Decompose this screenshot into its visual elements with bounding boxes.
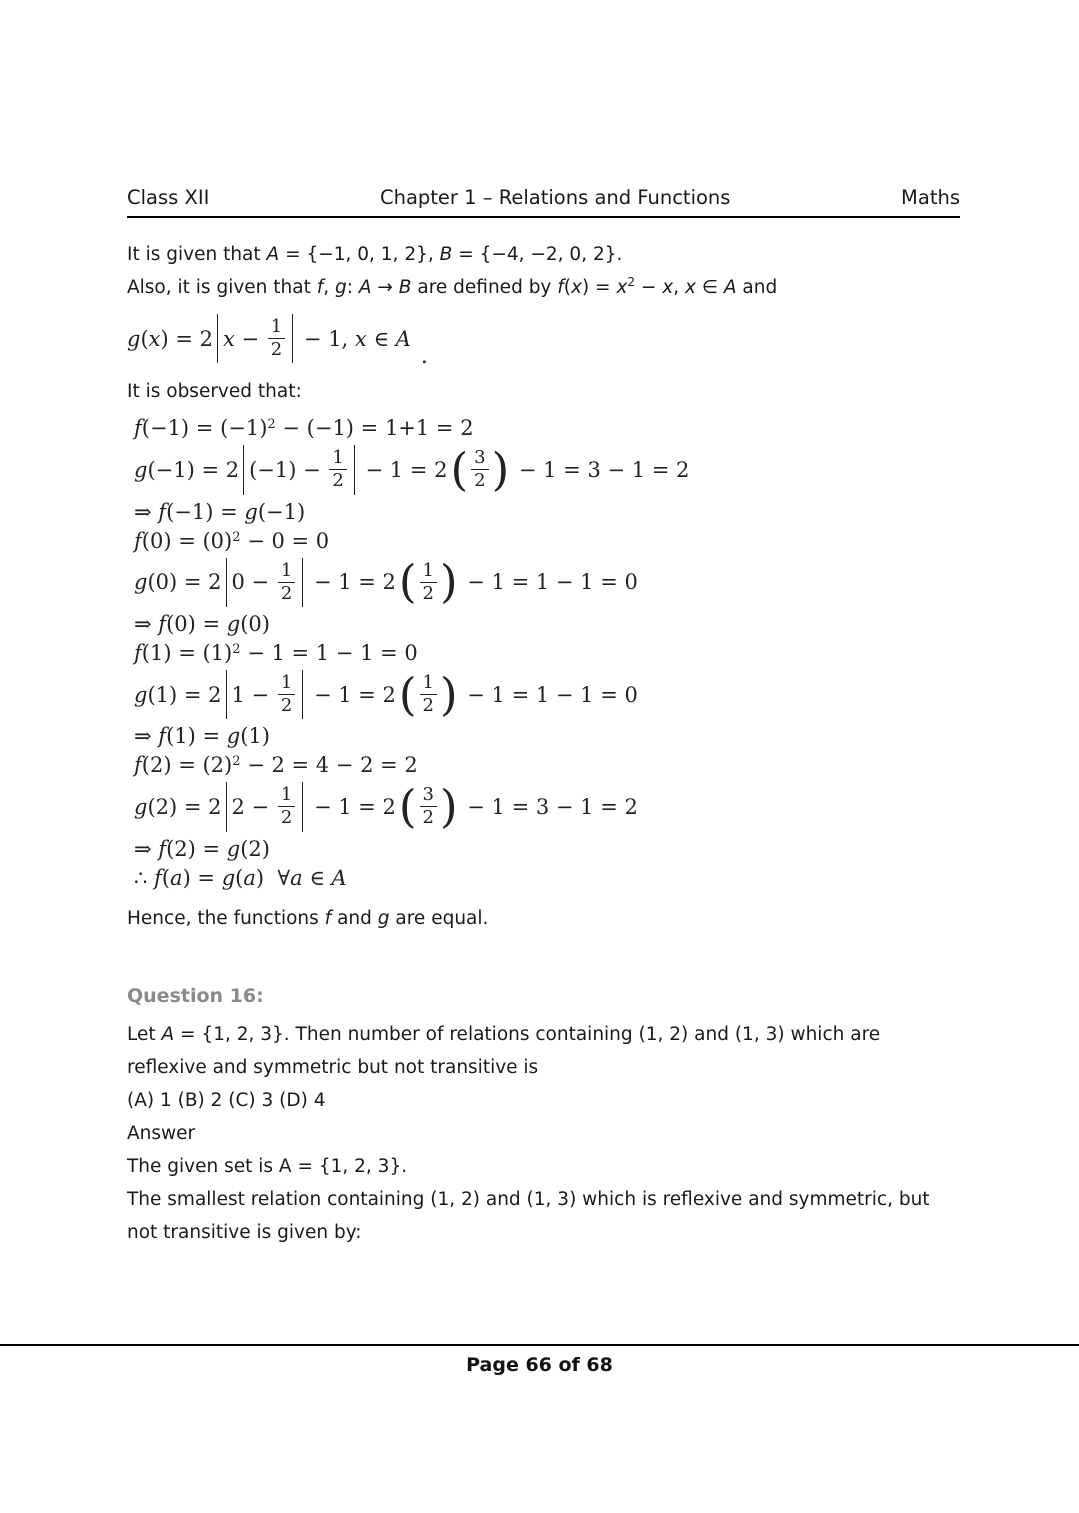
math-variable: B [439,244,453,265]
smallest-relation-line-2: not transitive is given by: [127,1221,362,1243]
math-variable: g [335,277,347,298]
math-variable: x [354,326,367,351]
math-fraction [420,785,437,828]
math-text: Hence, the functions [127,907,325,929]
math-text: ) = [182,865,222,890]
math-line [134,416,960,440]
math-fraction [420,561,437,604]
math-variable: B [398,277,412,298]
math-variable: f [134,753,142,778]
math-text: ) = 2 [160,326,213,351]
fraction-denominator: 2 [332,470,344,492]
math-variable: A [266,244,280,265]
fraction-numerator: 1 [278,673,295,695]
intro-line-1 [127,238,960,271]
math-line [134,753,960,777]
math-superscript: 2 [232,529,241,545]
math-text: (2) = [166,836,227,861]
math-text: − (−1) = 1+1 = 2 [275,416,474,441]
fraction-numerator: 3 [420,785,437,807]
math-line [134,667,960,721]
math-text: − 0 = 0 [240,528,330,553]
derivation-block [127,416,960,889]
absolute-value-group [217,314,293,363]
math-variable: A [395,326,411,351]
page-header [127,186,960,218]
math-fraction [278,673,295,716]
math-variable: A [331,865,347,890]
answer-label: Answer [127,1122,196,1144]
observed-label: It is observed that: [127,381,302,403]
math-variable: g [134,682,148,707]
math-text: − 1 = 1 − 1 = 0 [240,640,418,665]
math-variable: g [221,865,236,890]
math-text: − 1 = 2 [307,794,396,819]
math-variable: x [571,277,582,298]
math-text: 1 − [231,682,276,707]
math-text: − 1 = 3 − 1 = 2 [512,457,690,482]
question-16-body [127,1018,960,1249]
math-text: (1) = [166,724,227,749]
math-variable: a [290,865,303,890]
fraction-numerator: 1 [420,673,437,695]
math-variable: f [154,865,162,890]
math-line [134,724,960,748]
math-text: = {−4, −2, 0, 2}. [452,244,623,265]
math-text: (2) [240,836,270,861]
gx-definition-tokens [127,314,411,363]
math-variable: f [134,528,142,553]
conclusion-line [127,902,960,935]
math-line [134,866,960,890]
fraction-denominator: 2 [280,807,293,829]
math-variable: x [685,277,696,298]
math-variable: A [723,277,737,298]
fraction-denominator: 2 [422,807,434,829]
math-text: = {−1, 0, 1, 2}, [279,244,440,265]
math-text: It is given that [127,244,267,265]
fraction-denominator: 2 [474,470,486,492]
math-text: − [234,326,266,351]
math-variable: g [127,326,141,351]
math-text: (−1) = 2 [147,457,240,482]
math-variable: x [662,277,674,298]
parenthesized-group: ( $\frac{3}{2}$ ) [450,442,510,496]
math-text: → [371,277,399,298]
math-text: ⇒ [134,611,159,636]
math-text: ∈ [695,277,724,298]
math-fraction [268,317,285,360]
math-line [134,641,960,665]
math-variable: f [316,277,324,298]
header-class-label: Class XII [127,186,210,209]
absolute-value-group [226,670,304,719]
math-superscript: 2 [627,274,636,289]
math-fraction [471,448,488,491]
math-text: (2) = 2 [147,794,222,819]
math-fraction [329,448,346,491]
math-fraction [420,673,437,716]
math-variable: x [223,326,235,351]
math-text: ⇒ [134,724,159,749]
math-text: (2) = (2) [141,753,233,778]
fraction-denominator: 2 [422,582,434,604]
math-text: − 1, [297,326,355,351]
math-variable: f [134,416,142,441]
math-variable: g [244,499,258,524]
math-line [134,779,960,833]
intro-line-2 [127,271,960,304]
math-line [134,837,960,861]
math-text: − 1 = 2 [358,457,448,482]
math-superscript: 2 [267,417,276,433]
math-text: = {1, 2, 3}. Then number of relations containing (1, 2) and (1, 3) which are [174,1023,881,1045]
page-footer [0,1344,1079,1376]
parenthesized-group: ( $\frac{1}{2}$ ) [398,667,458,721]
math-text: ∈ [366,326,396,351]
math-text: (0) = (0) [141,528,233,553]
math-text: ) ∀ [255,865,291,890]
math-text: , [673,277,686,298]
fraction-numerator: 1 [268,317,285,339]
math-text: Let [127,1023,162,1045]
math-line [134,555,960,609]
math-text: − 1 = 2 [307,682,396,707]
fraction-numerator: 1 [329,448,346,470]
math-text: (−1) = [166,499,245,524]
footer-rule [0,1344,1079,1346]
absolute-value-group [226,782,304,831]
parenthesized-group: ( $\frac{3}{2}$ ) [398,779,458,833]
math-text: ( [563,277,571,298]
math-variable: g [377,907,390,929]
given-set-line: The given set is A = {1, 2, 3}. [127,1155,408,1177]
parenthesized-group: ( $\frac{1}{2}$ ) [398,555,458,609]
math-variable: g [134,457,148,482]
fraction-denominator: 2 [280,582,293,604]
math-text: (−1) = (−1) [141,416,268,441]
absolute-value-group [226,558,304,607]
math-variable: a [170,865,183,890]
q16-options-line: (A) 1 (B) 2 (C) 3 (D) 4 [127,1089,326,1111]
math-variable: f [158,499,167,524]
math-text: Also, it is given that [127,277,317,298]
math-text: (1) = (1) [141,640,233,665]
math-variable: g [226,611,241,636]
q16-statement-line-1 [127,1018,960,1051]
fraction-numerator: 1 [420,561,437,583]
math-text: ( [140,326,149,351]
math-text: − 1 = 3 − 1 = 2 [460,794,638,819]
math-variable: x [148,326,161,351]
math-text: (1) = 2 [147,682,222,707]
math-text: : [346,277,359,298]
fraction-numerator: 3 [471,448,488,470]
math-text: − 1 = 2 [307,570,396,595]
fraction-denominator: 2 [422,695,434,717]
fraction-denominator: 2 [270,339,283,361]
math-text: (0) [240,611,270,636]
fraction-numerator: 1 [278,561,295,583]
math-variable: A [358,277,372,298]
gx-definition-formula [127,314,960,370]
math-text: ∈ [302,865,332,890]
fraction-numerator: 1 [278,785,295,807]
math-variable: f [134,640,142,665]
math-variable: f [158,836,167,861]
math-text: − 1 = 1 − 1 = 0 [460,682,638,707]
math-line [134,442,960,496]
math-text: − 1 = 1 − 1 = 0 [460,570,638,595]
header-subject-label: Maths [901,186,960,209]
math-text: ⇒ [134,499,159,524]
math-text: ( [161,865,171,890]
math-text: − 2 = 4 − 2 = 2 [240,753,418,778]
math-variable: g [226,836,241,861]
math-text: ) = [581,277,617,298]
absolute-value-group [243,445,355,494]
math-superscript: 2 [232,754,241,770]
math-text: are equal. [389,907,489,929]
math-variable: f [324,907,332,929]
math-variable: A [161,1023,175,1045]
math-variable: f [557,277,564,298]
math-line [134,500,960,524]
math-superscript: 2 [232,641,241,657]
math-text: are defined by [411,277,558,298]
math-line [134,529,960,553]
math-text: (−1) − [249,457,328,482]
math-text: − [635,277,663,298]
page-number: Page 66 of 68 [466,1354,613,1376]
math-variable: g [134,794,148,819]
math-variable: g [134,570,148,595]
q16-statement-line-2: reflexive and symmetric but not transitive is [127,1056,539,1078]
math-variable: f [158,724,167,749]
sentence-period: . [420,344,428,370]
math-variable: x [616,277,628,298]
math-text: and [331,907,378,929]
math-text: (1) [240,724,270,749]
math-variable: a [243,865,256,890]
math-text: ( [235,865,244,890]
math-text: ⇒ [134,836,159,861]
math-text: 0 − [231,570,276,595]
math-text: (−1) [257,499,306,524]
math-text: , [323,277,335,298]
math-text: (0) = [166,611,227,636]
question-16-heading: Question 16: [127,984,264,1007]
math-variable: g [226,724,241,749]
math-fraction [278,785,295,828]
math-line [134,612,960,636]
math-variable: f [158,611,167,636]
math-fraction [278,561,295,604]
header-chapter-title: Chapter 1 – Relations and Functions [379,186,731,209]
smallest-relation-line-1: The smallest relation containing (1, 2) and (1, 3) which is reflexive and symmetric, but [127,1188,930,1210]
fraction-denominator: 2 [280,695,293,717]
math-text: and [736,277,778,298]
math-text: (0) = 2 [147,570,222,595]
math-text: 2 − [231,794,276,819]
math-text: ∴ [134,865,155,890]
